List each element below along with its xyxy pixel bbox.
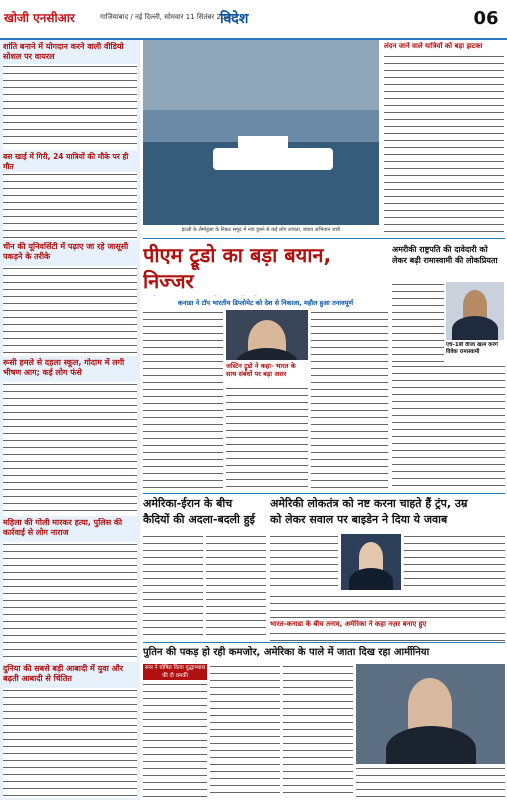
putin-body-col4 [356, 766, 505, 798]
biden-body-col1 [270, 534, 338, 592]
putin-photo [356, 664, 505, 764]
biden-photo [341, 534, 401, 590]
putin-body-col2 [210, 664, 280, 798]
story1-body [3, 64, 137, 150]
top-right-body [384, 54, 504, 234]
putin-body-col3 [283, 664, 353, 798]
iran-headline-line2: कैदियों की अदला-बदली हुई [143, 513, 255, 526]
biden-body-col2 [404, 534, 505, 592]
main-body-col2 [226, 386, 308, 490]
story5-body [3, 542, 137, 662]
boat-photo [143, 40, 379, 225]
section-title: विदेश [220, 11, 249, 27]
ramaswamy-caption: एच-1बी वीजा खत्म करेंगे विवेक रामास्वामी [446, 342, 498, 355]
biden-body-col3 [270, 594, 505, 618]
india-canada-headline: भारत-कनाडा के बीच तनाव, अमेरिका ने कहा नज़र बनाए हुए [270, 620, 427, 628]
story5-headline: महिला की गोली मारकर हत्या, पुलिस की कार्रवाई से लोग नाराज [3, 518, 123, 537]
story2-body [3, 172, 137, 240]
main-headline-line1: पीएम ट्रूडो का बड़ा बयान, निज्जर [143, 243, 332, 293]
biden-headline-line1: अमेरिकी लोकतंत्र को नष्ट करना चाहते हैं ट्रंप, उम्र [270, 497, 468, 510]
divider [143, 642, 505, 643]
india-canada-body [270, 631, 505, 641]
story1-headline: शांति बनाने में योगदान करने वाली वीडियो सोशल पर वायरल [3, 42, 124, 61]
putin-headline: पुतिन की पकड़ हो रही कमजोर, अमेरिका के पाले में जाता दिख रहा आर्मीनिया [143, 647, 430, 658]
page-number: 06 [470, 6, 502, 32]
main-body-col3 [311, 310, 388, 490]
story4-headline: रूसी हमले से दहला स्कूल, गोदाम में लगी भीषण आग; कई लोग फंसे [3, 358, 125, 377]
divider [143, 493, 505, 494]
us-headline: अमरीकी राष्ट्रपति की दावेदारी को लेकर बढ़ी रामास्वामी की लोकप्रियता [392, 245, 498, 265]
story4-body [3, 382, 137, 516]
putin-body-col1 [143, 682, 207, 798]
iran-body-col2 [206, 534, 266, 638]
story2-headline: बस खाई में गिरी, 24 यात्रियों की मौके पर ही मौत [3, 152, 129, 171]
biden-headline-line2: को लेकर सवाल पर बाइडेन ने दिया ये जवाब [270, 513, 448, 526]
divider [143, 238, 505, 239]
dateline: गाजियाबाद / नई दिल्ली, सोमवार 11 सितंबर 2023 [100, 13, 235, 21]
story6-headline: दुनिया की सबसे बड़ी आबादी में युवा और बढ़ती आबादी से चिंतित [3, 664, 124, 683]
story3-headline: चीन की यूनिवर्सिटी में पढ़ाए जा रहे जासूसी पकड़ने के तरीके [3, 242, 129, 261]
trudeau-photo [226, 310, 308, 360]
main-body-col1 [143, 310, 223, 490]
boat-photo-caption: इटली के लैम्पेडुसा के निकट समुद्र में नाव डूबने से कई लोग लापता, बचाव अभियान जारी [181, 227, 341, 233]
main-headline [143, 242, 388, 296]
iran-headline-line1: अमेरिका-ईरान के बीच [143, 497, 233, 510]
masthead-logo: खोजी एनसीआर [4, 6, 82, 30]
us-body-col1 [392, 282, 444, 362]
top-right-headline: लंदन जाने वाले यात्रियों को बड़ा झटका [384, 42, 483, 50]
main-headline-line2 [143, 294, 388, 296]
ramaswamy-photo [446, 282, 504, 340]
putin-subhead: रूस ने घोषित किया युद्धाभ्यास की दी धमकी [144, 665, 206, 679]
main-subhead: कनाडा ने टॉप भारतीय डिप्लोमेट को देश से निकाला, महौल हुआ तनावपूर्ण [177, 299, 354, 307]
main-pull-quote: जस्टिन ट्रूडो ने कहा- भारत के साथ संबंधों पर बड़ा असर [226, 362, 296, 378]
story6-body [3, 688, 137, 798]
iran-body-col1 [143, 534, 203, 638]
biden-headline [270, 496, 505, 532]
story3-body [3, 266, 137, 356]
us-body-col2 [392, 364, 505, 490]
iran-headline [143, 496, 266, 532]
